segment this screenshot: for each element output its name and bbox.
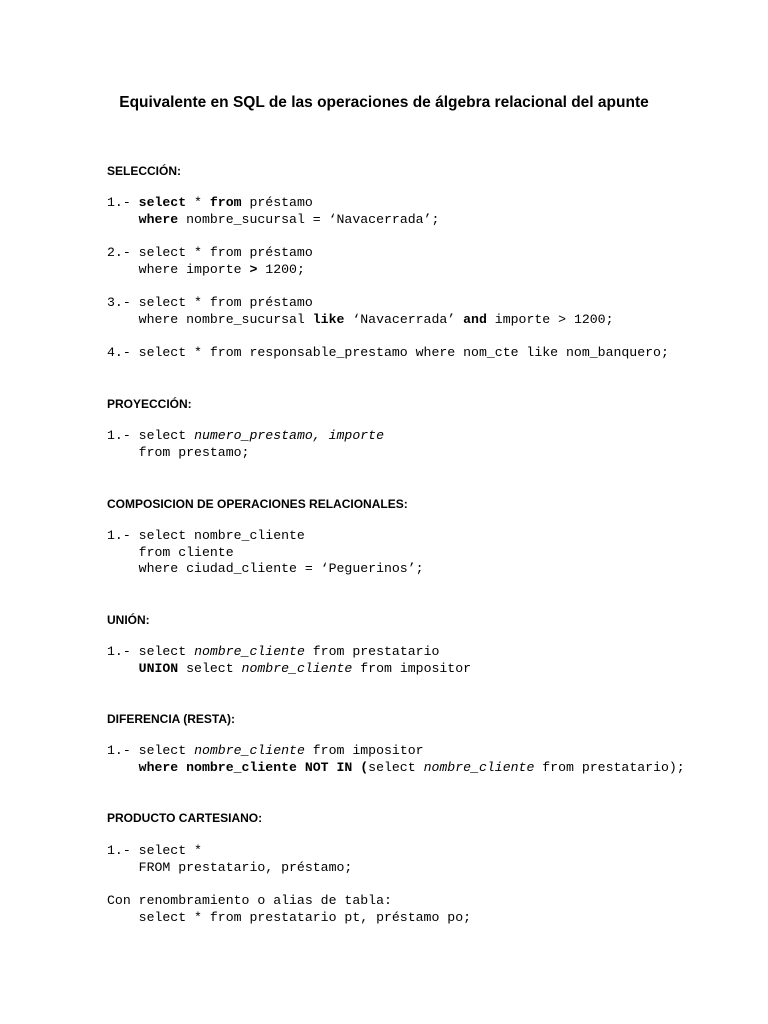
code-segment: 3.- select * from préstamo: [107, 295, 313, 310]
code-line: [107, 428, 384, 445]
sql-example: [107, 345, 669, 362]
code-segment: select: [368, 759, 424, 775]
code-segment: nombre_cliente: [194, 644, 305, 659]
code-segment: like: [312, 311, 345, 327]
sql-example: [107, 528, 424, 578]
code-segment: where ciudad_cliente = ‘Peguerinos’;: [107, 561, 424, 577]
code-line: [107, 893, 471, 910]
code-segment: from cliente: [107, 544, 234, 560]
code-segment: nombre_cliente: [423, 759, 535, 775]
code-segment: where importe: [107, 261, 250, 277]
code-line: [107, 528, 424, 545]
code-segment: and: [463, 311, 487, 327]
code-segment: where nombre_sucursal: [107, 311, 313, 327]
code-segment: from: [209, 195, 242, 210]
code-segment: where nombre_cliente NOT IN (: [138, 759, 369, 775]
code-segment: FROM prestatario, préstamo;: [107, 859, 353, 875]
code-segment: [107, 661, 139, 676]
code-segment: select: [138, 195, 187, 210]
code-segment: 1200;: [257, 261, 305, 277]
section-heading: SELECCIÓN:: [107, 164, 182, 178]
code-line: [107, 843, 352, 860]
code-line: [107, 661, 471, 678]
code-segment: [107, 212, 139, 227]
sql-example: [107, 893, 471, 926]
code-line: [107, 860, 352, 877]
code-line: [107, 245, 313, 262]
code-segment: 1.- select: [107, 428, 195, 443]
code-line: [107, 644, 471, 661]
sql-example: [107, 195, 439, 228]
code-segment: 1.- select *: [107, 843, 202, 858]
code-segment: importe > 1200;: [486, 311, 614, 327]
sql-example: [107, 843, 352, 876]
code-line: [107, 445, 384, 462]
code-line: [107, 195, 439, 212]
code-segment: numero_prestamo, importe: [194, 428, 384, 443]
code-segment: 1.- select: [107, 644, 195, 659]
code-segment: 4.- select * from responsable_prestamo where nom_cte like nom_banquero;: [107, 345, 669, 360]
code-segment: select * from prestatario pt, préstamo po;: [107, 909, 472, 925]
code-segment: from prestatario);: [534, 759, 685, 775]
sql-example: [107, 245, 313, 278]
code-line: [107, 295, 614, 312]
code-segment: from impositor: [304, 743, 424, 758]
code-segment: where: [138, 211, 179, 227]
code-segment: from prestatario: [304, 644, 440, 659]
code-segment: from impositor: [352, 660, 472, 676]
sql-example: [107, 644, 471, 677]
code-segment: nombre_sucursal = ‘Navacerrada’;: [178, 211, 440, 227]
section-heading: COMPOSICION DE OPERACIONES RELACIONALES:: [107, 497, 408, 511]
code-line: [107, 910, 471, 927]
code-line: [107, 212, 439, 229]
code-line: [107, 262, 313, 279]
code-segment: select: [178, 660, 242, 676]
code-segment: ‘Navacerrada’: [344, 311, 464, 327]
section-heading: DIFERENCIA (RESTA):: [107, 712, 235, 726]
code-segment: [107, 760, 139, 775]
code-segment: nombre_cliente: [194, 743, 305, 758]
code-segment: 1.- select: [107, 743, 195, 758]
code-line: [107, 743, 685, 760]
code-line: [107, 561, 424, 578]
code-segment: préstamo: [241, 195, 313, 210]
code-segment: Con renombramiento o alias de tabla:: [107, 893, 392, 908]
sql-example: [107, 295, 614, 328]
code-line: [107, 312, 614, 329]
code-segment: from prestamo;: [107, 444, 250, 460]
sql-example: [107, 428, 384, 461]
code-segment: nombre_cliente: [241, 660, 353, 676]
sql-example: [107, 743, 685, 776]
section-heading: UNIÓN:: [107, 613, 150, 627]
section-heading: PROYECCIÓN:: [107, 397, 192, 411]
code-segment: 1.- select nombre_cliente: [107, 528, 305, 543]
document-title: Equivalente en SQL de las operaciones de álgebra relacional del apunte: [119, 94, 649, 111]
code-segment: 2.- select * from préstamo: [107, 245, 313, 260]
code-segment: >: [249, 261, 258, 277]
code-line: [107, 760, 685, 777]
section-heading: PRODUCTO CARTESIANO:: [107, 811, 263, 825]
code-segment: UNION: [138, 660, 179, 676]
code-line: [107, 345, 669, 362]
code-segment: *: [186, 195, 210, 210]
code-segment: 1.-: [107, 195, 139, 210]
code-line: [107, 545, 424, 562]
